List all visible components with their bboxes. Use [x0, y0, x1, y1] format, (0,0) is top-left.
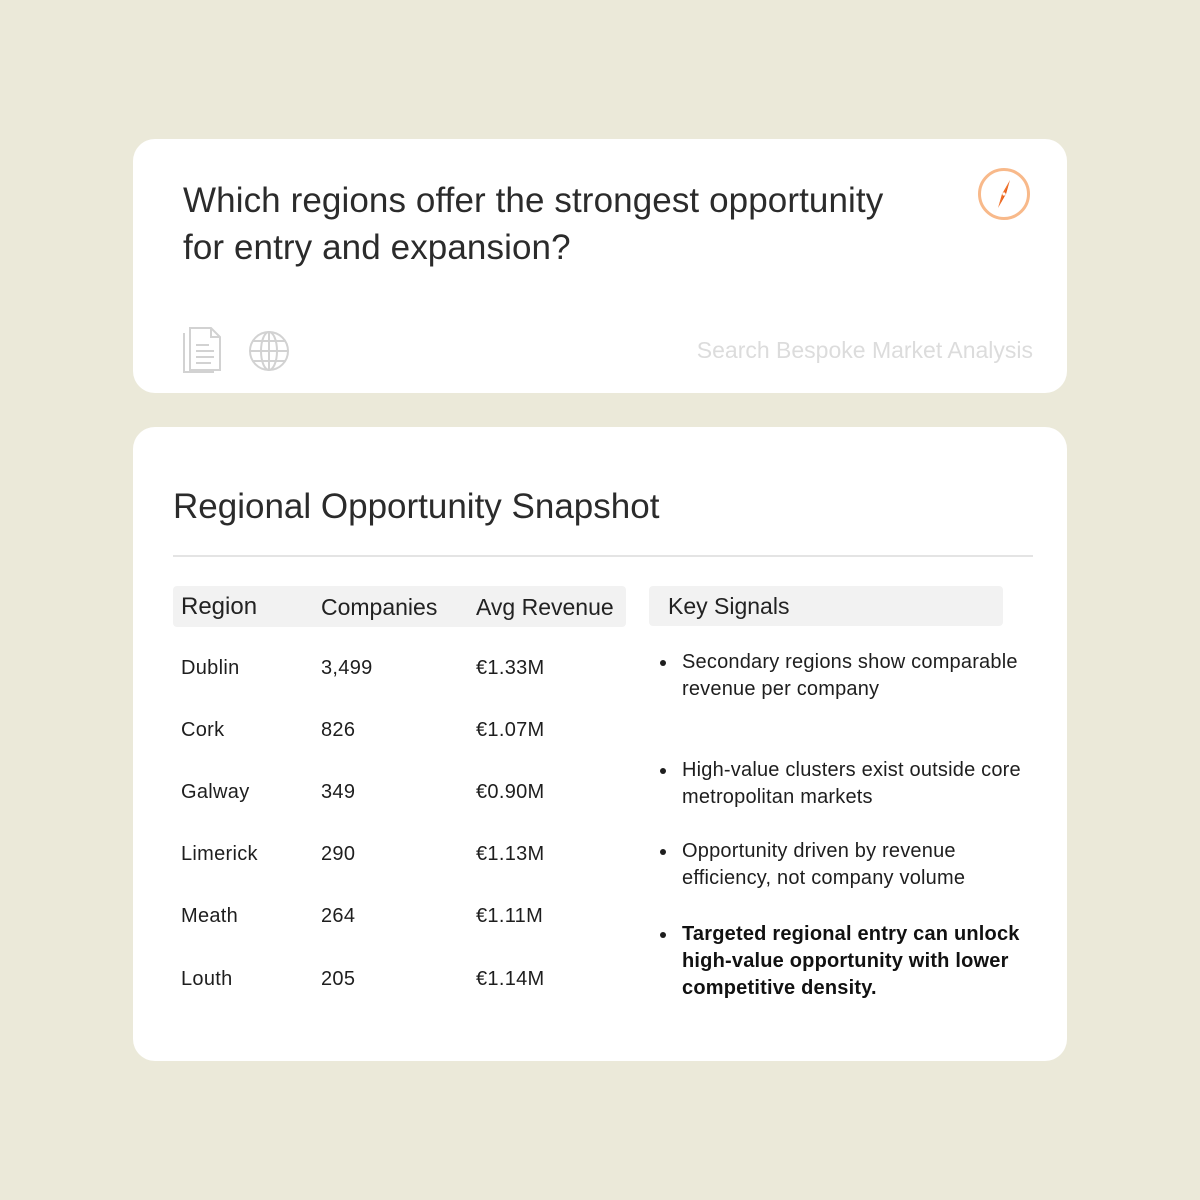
snapshot-title: Regional Opportunity Snapshot — [173, 487, 660, 526]
divider — [173, 555, 1033, 557]
signal-text: High-value clusters exist outside core metropolitan markets — [682, 759, 1021, 808]
cell-avg-revenue: €1.33M — [476, 657, 545, 679]
query-card — [133, 139, 1067, 393]
cell-region: Dublin — [181, 657, 240, 679]
column-header-region: Region — [181, 593, 258, 620]
cell-avg-revenue: €0.90M — [476, 781, 545, 803]
cell-companies: 826 — [321, 719, 356, 741]
cell-companies: 290 — [321, 843, 356, 865]
cell-companies: 264 — [321, 905, 356, 927]
compass-logo-icon[interactable] — [977, 167, 1031, 221]
cell-avg-revenue: €1.13M — [476, 843, 545, 865]
cell-companies: 349 — [321, 781, 356, 803]
bullet-icon — [660, 660, 666, 666]
table-header — [173, 586, 626, 627]
column-header-avg-revenue: Avg Revenue — [476, 594, 614, 620]
search-input[interactable] — [613, 333, 1033, 367]
globe-icon[interactable] — [247, 329, 291, 373]
document-icon[interactable] — [181, 325, 223, 373]
table-row — [173, 648, 626, 688]
question-text: Which regions offer the strongest opportunity for entry and expansion? — [183, 181, 884, 267]
signal-item — [649, 838, 1022, 892]
signal-item — [649, 757, 1022, 811]
table-row — [173, 896, 626, 936]
signal-text: Secondary regions show comparable revenue per company — [682, 651, 1018, 700]
cell-region: Galway — [181, 781, 250, 803]
cell-avg-revenue: €1.14M — [476, 968, 545, 990]
cell-companies: 3,499 — [321, 657, 373, 679]
table-row — [173, 772, 626, 812]
signals-header-label: Key Signals — [668, 593, 790, 619]
cell-avg-revenue: €1.07M — [476, 719, 545, 741]
table-row — [173, 834, 626, 874]
signal-item — [649, 649, 1022, 703]
bullet-icon — [660, 768, 666, 774]
table-row — [173, 710, 626, 750]
cell-region: Limerick — [181, 843, 258, 865]
table-row — [173, 959, 626, 999]
cell-region: Cork — [181, 719, 225, 741]
cell-companies: 205 — [321, 968, 356, 990]
cell-avg-revenue: €1.11M — [476, 905, 544, 927]
cell-region: Meath — [181, 905, 239, 927]
snapshot-card — [133, 427, 1067, 1061]
signals-header — [649, 586, 1003, 626]
bullet-icon — [660, 932, 666, 938]
signal-text: Opportunity driven by revenue efficiency, not company volume — [682, 840, 966, 889]
signal-item-highlight — [649, 921, 1022, 1002]
signal-text: Targeted regional entry can unlock high-value opportunity with lower competitive density. — [682, 923, 1020, 999]
cell-region: Louth — [181, 968, 233, 990]
column-header-companies: Companies — [321, 594, 438, 620]
bullet-icon — [660, 849, 666, 855]
